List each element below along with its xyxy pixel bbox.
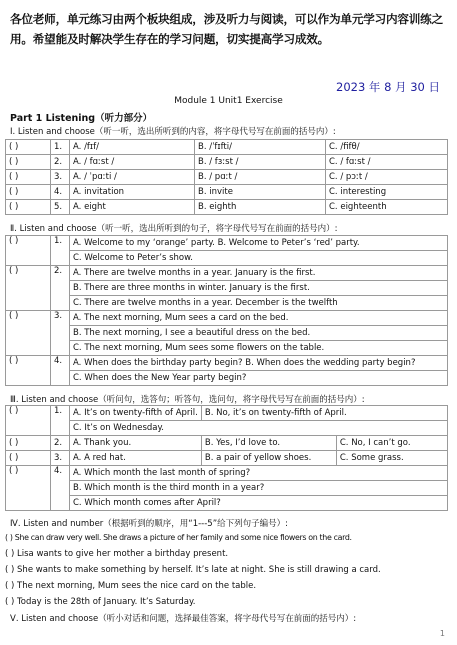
option-c: C. Some grass. <box>336 451 447 466</box>
answer-bracket[interactable]: ( ) <box>6 170 51 185</box>
question-number: 1. <box>51 140 70 155</box>
answer-bracket[interactable]: ( ) <box>6 356 51 386</box>
option-line: C. Welcome to Peter’s show. <box>70 251 448 266</box>
table-row <box>6 155 448 170</box>
option-line: A. There are twelve months in a year. January is the first. <box>70 266 448 281</box>
section-3-heading: Ⅲ. Listen and choose（听问句，选答句；听答句，选问句，将字母代号写在前面的括号内）: <box>10 395 365 405</box>
option-c: C. /fifθ/ <box>326 140 448 155</box>
table-row <box>6 170 448 185</box>
option-line: A. Welcome to my ‘orange’ party. B. Welcome to Peter’s ‘red’ party. <box>70 236 448 251</box>
table-row <box>6 140 448 155</box>
list-item: ( ) The next morning, Mum sees the nice card on the table. <box>5 581 257 591</box>
option-a: A. / fɑːst / <box>70 155 195 170</box>
answer-bracket[interactable]: ( ) <box>6 406 51 436</box>
table-row <box>6 356 448 371</box>
table-row <box>6 466 448 481</box>
answer-bracket[interactable]: ( ) <box>6 185 51 200</box>
option-line: C. There are twelve months in a year. December is the twelfth <box>70 296 448 311</box>
question-number: 3. <box>51 170 70 185</box>
table-row <box>6 185 448 200</box>
part-title: Part 1 Listening（听力部分） <box>10 113 153 124</box>
question-number: 3. <box>51 451 70 466</box>
question-number: 4. <box>51 185 70 200</box>
answer-bracket[interactable]: ( ) <box>6 451 51 466</box>
section-1-table <box>5 139 448 215</box>
option-a: A. A red hat. <box>70 451 202 466</box>
option-a: A. /fɪf/ <box>70 140 195 155</box>
question-number: 2. <box>51 436 70 451</box>
question-number: 4. <box>51 356 70 386</box>
option-line: C. When does the New Year party begin? <box>70 371 448 386</box>
table-row <box>6 436 448 451</box>
option-line: B. Which month is the third month in a year? <box>70 481 448 496</box>
option-a: A. invitation <box>70 185 195 200</box>
option-line: C. Which month comes after April? <box>70 496 448 511</box>
list-item: ( ) Lisa wants to give her mother a birthday present. <box>5 549 229 559</box>
table-row <box>6 451 448 466</box>
question-number: 1. <box>51 406 70 436</box>
section-1-heading: Ⅰ. Listen and choose（听一听，选出所听到的内容，将字母代号写在前面的括号内）: <box>10 127 336 137</box>
option-b: B. /ˈfɪfti/ <box>195 140 326 155</box>
intro-note: 各位老师，单元练习由两个板块组成，涉及听力与阅读，可以作为单元学习内容训练之用。希望能及时解决学生存在的学习问题，切实提高学习成效。 <box>10 12 443 46</box>
section-2-heading: Ⅱ. Listen and choose（听一听，选出所听到的句子，将字母代号写在前面的括号内）: <box>10 224 338 234</box>
question-number: 3. <box>51 311 70 356</box>
option-line: A. When does the birthday party begin? B. When does the wedding party begin? <box>70 356 448 371</box>
option-b: B. eighth <box>195 200 326 215</box>
option-line: C. The next morning, Mum sees some flowers on the table. <box>70 341 448 356</box>
list-item: ( ) Today is the 28th of January. It’s Saturday. <box>5 597 196 607</box>
table-row <box>6 496 448 511</box>
list-item: ( ) She wants to make something by herself. It’s late at night. She is still drawing a card. <box>5 565 381 575</box>
option-a: A. Thank you. <box>70 436 202 451</box>
option-b: B. / pɑːt / <box>195 170 326 185</box>
option-c: C. eighteenth <box>326 200 448 215</box>
option-c: C. / fɑːst / <box>326 155 448 170</box>
table-row <box>6 266 448 281</box>
option-a: A. / ˈpɑːti / <box>70 170 195 185</box>
question-number: 2. <box>51 155 70 170</box>
table-row <box>6 481 448 496</box>
answer-bracket[interactable]: ( ) <box>6 466 51 511</box>
answer-bracket[interactable]: ( ) <box>6 140 51 155</box>
question-number: 1. <box>51 236 70 266</box>
option-line: B. The next morning, I see a beautiful dress on the bed. <box>70 326 448 341</box>
section-5-heading: Ⅴ. Listen and choose（听小对话和问题，选择最佳答案，将字母代号写在前面的括号内）: <box>10 614 357 624</box>
option-c: C. interesting <box>326 185 448 200</box>
option-line: B. There are three months in winter. January is the first. <box>70 281 448 296</box>
answer-bracket[interactable]: ( ) <box>6 236 51 266</box>
table-row <box>6 296 448 311</box>
option-c: C. / pɔːt / <box>326 170 448 185</box>
section-2-table <box>5 235 448 386</box>
question-number: 4. <box>51 466 70 511</box>
table-row <box>6 251 448 266</box>
date: 2023 年 8 月 30 日 <box>336 80 440 94</box>
answer-bracket[interactable]: ( ) <box>6 266 51 311</box>
option-b: B. invite <box>195 185 326 200</box>
option-line: A. The next morning, Mum sees a card on the bed. <box>70 311 448 326</box>
option-a: A. It’s on twenty-fifth of April. <box>70 406 202 421</box>
option-line: A. Which month the last month of spring? <box>70 466 448 481</box>
table-row <box>6 371 448 386</box>
document-title: Module 1 Unit1 Exercise <box>174 96 283 106</box>
option-b: B. / fɜːst / <box>195 155 326 170</box>
list-item: ( ) She can draw very well. She draws a picture of her family and some nice flowers on the card. <box>5 533 352 542</box>
answer-bracket[interactable]: ( ) <box>6 155 51 170</box>
table-row <box>6 281 448 296</box>
question-number: 5. <box>51 200 70 215</box>
option-a: A. eight <box>70 200 195 215</box>
page-number: 1 <box>439 629 445 638</box>
option-c: C. It’s on Wednesday. <box>70 421 448 436</box>
table-row <box>6 236 448 251</box>
table-row <box>6 341 448 356</box>
section-3-table <box>5 405 448 511</box>
section-4-heading: Ⅳ. Listen and number（根据听到的顺序，用“1---5”给下列句子编号）: <box>10 519 288 529</box>
question-number: 2. <box>51 266 70 311</box>
table-row <box>6 326 448 341</box>
answer-bracket[interactable]: ( ) <box>6 200 51 215</box>
table-row <box>6 406 448 421</box>
table-row <box>6 200 448 215</box>
table-row <box>6 421 448 436</box>
option-c: C. No, I can’t go. <box>336 436 447 451</box>
answer-bracket[interactable]: ( ) <box>6 311 51 356</box>
option-b: B. a pair of yellow shoes. <box>201 451 336 466</box>
option-b: B. No, it’s on twenty-fifth of April. <box>201 406 447 421</box>
answer-bracket[interactable]: ( ) <box>6 436 51 451</box>
table-row <box>6 311 448 326</box>
option-b: B. Yes, I’d love to. <box>201 436 336 451</box>
